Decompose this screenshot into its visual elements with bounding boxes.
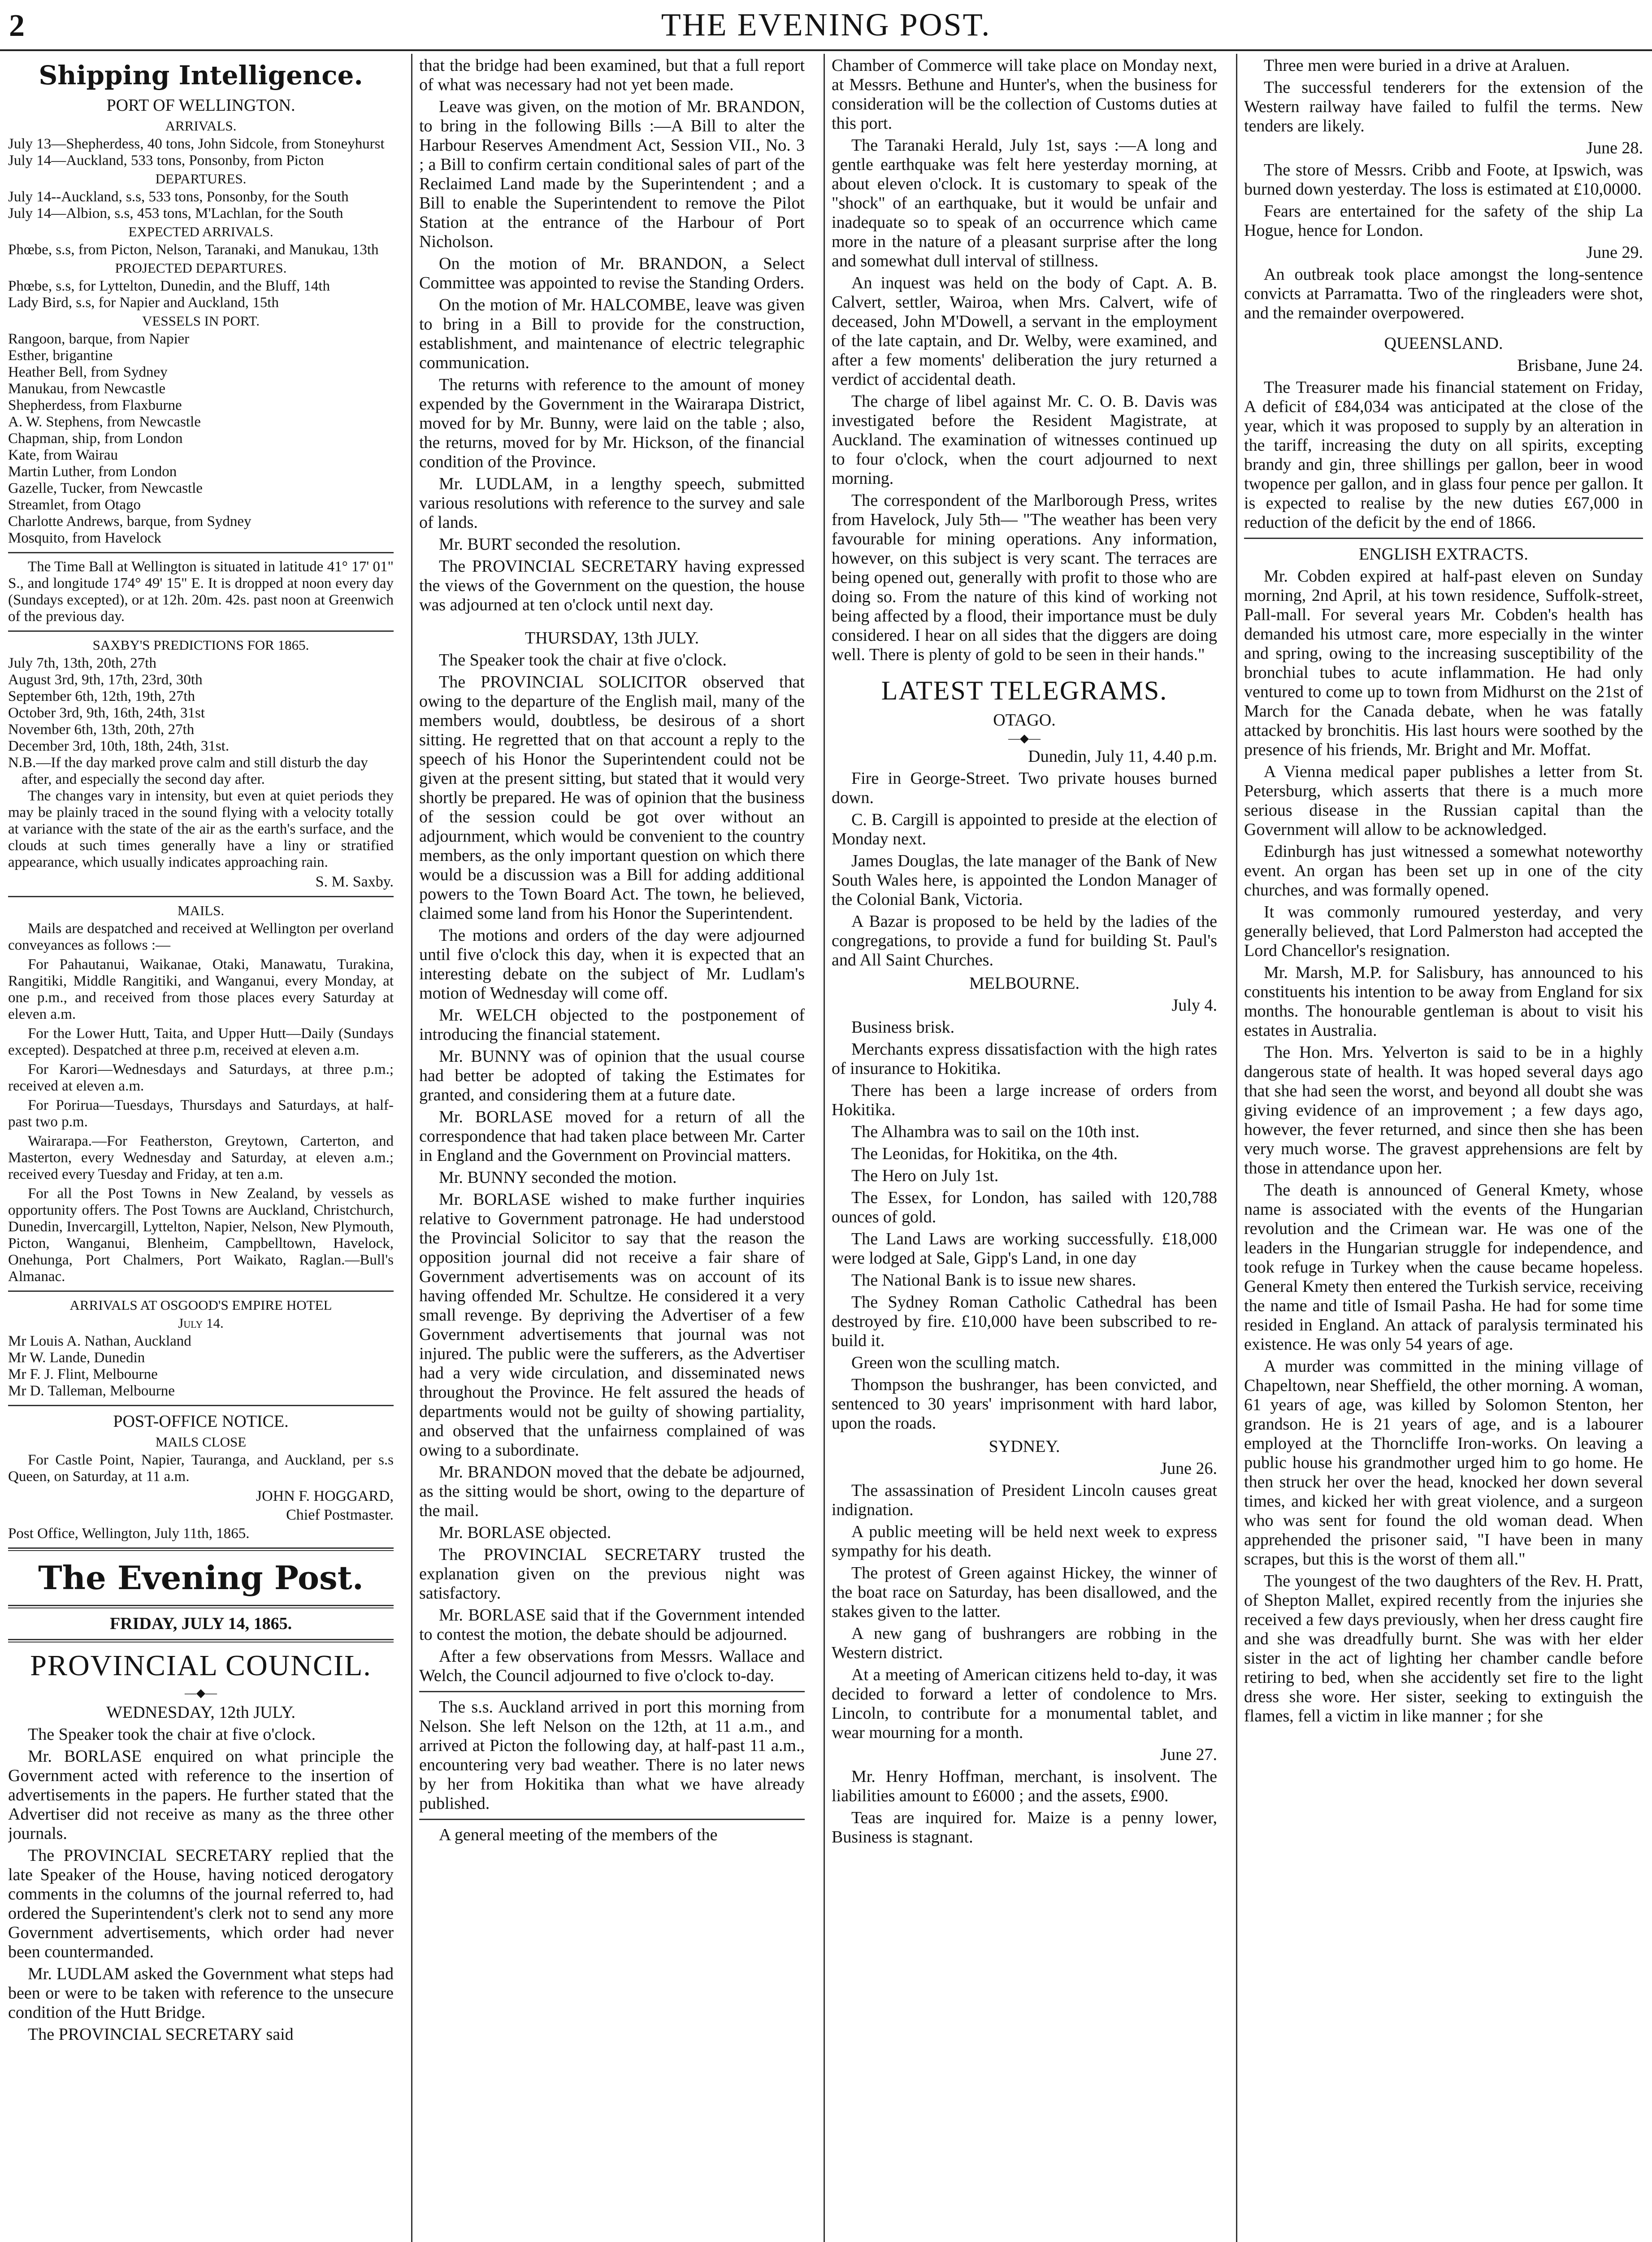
article-paragraph: A murder was committed in the mining village of Chapeltown, near Sheffield, the other morning. A woman, 61 years of age, was killed by Solomon Stenton, her grandson. He is 21 years of age, and is a labourer employed at the Thorncliffe Iron-works. On leaving a public house his grandmother urged him to go home. He then struck her over the head, knocked her down several times, and kicked her with great violence, and a surgeon who was sent for found the old woman dead. When apprehended the prisoner said, "I have been in many scrapes, but this is the worst of them all." [1244, 1357, 1643, 1569]
article-paragraph: The death is announced of General Kmety, whose name is associated with the events of the Hungarian revolution and the Crimean war. He was one of the leaders in the Hungarian struggle for independence, and took refuge in Turkey when the cause became hopeless. General Kmety then entered the Turkish service, receiving the name and title of Ismail Pasha. He had for some time resided in England. An attack of paralysis terminated his existence. He was only 54 years of age. [1244, 1181, 1643, 1354]
article-paragraph: A Bazar is proposed to be held by the ladies of the congregations, to provide a fund for building St. Paul's and All Saint Churches. [832, 912, 1217, 969]
saxby-heading: SAXBY'S PREDICTIONS FOR 1865. [92, 637, 309, 653]
issue-date: FRIDAY, JULY 14, 1865. [109, 1614, 292, 1633]
shipping-heading: Shipping Intelligence. [39, 60, 363, 91]
article-paragraph: The Treasurer made his financial statement on Friday, A deficit of £84,034 was anticipated at the close of the year, which it was proposed to supply by an alteration in the tariff, increasing the duty on all spirits, excepting brandy and gin, three shillings per gallon, beer in wood twopence per gallon, and in glass four pence per gallon. It is expected to realise by the new duties £67,000 in reduction of the deficit by the end of 1866. [1244, 378, 1643, 532]
article-paragraph: Mr. BRANDON moved that the debate be adjourned, as the sitting would be short, owing to the departure of the mail. [419, 1463, 805, 1520]
article-paragraph: The s.s. Auckland arrived in port this morning from Nelson. She left Nelson on the 12th, at 11 a.m., and arrived at Picton the following day, at half-past 11 a.m., encountering very bad weather. There is no later news by her from Hokitika than what we have already published. [419, 1698, 805, 1813]
queensland-heading: QUEENSLAND. [1384, 334, 1503, 353]
article-paragraph: A public meeting will be held next week to express sympathy for his death. [832, 1522, 1217, 1560]
vessels-list [8, 331, 394, 547]
article-paragraph: The PROVINCIAL SECRETARY replied that the late Speaker of the House, having noticed derogatory comments in the columns of the journal referred to, had ordered the Superintendent's clerk not to send any more Government advertisements, which order had never been countermanded. [8, 1846, 394, 1961]
sydney-heading: SYDNEY. [989, 1437, 1060, 1456]
article-paragraph: The Leonidas, for Hokitika, on the 4th. [851, 1144, 1118, 1163]
council-day: WEDNESDAY, 12th JULY. [106, 1703, 295, 1722]
list-item: December 3rd, 10th, 18th, 24th, 31st. [8, 738, 230, 754]
mails-heading: MAILS. [177, 903, 225, 918]
list-item: July 14—Auckland, 533 tons, Ponsonby, from Picton [8, 152, 324, 169]
list-item: Mosquito, from Havelock [8, 530, 161, 546]
thursday-heading: THURSDAY, 13th JULY. [525, 629, 699, 647]
article-paragraph: The Alhambra was to sail on the 10th inst. [851, 1122, 1140, 1141]
list-item: Kate, from Wairau [8, 447, 118, 463]
divider [419, 1691, 805, 1692]
osgood-heading: ARRIVALS AT OSGOOD'S EMPIRE HOTEL [69, 1297, 332, 1313]
column-1 [8, 56, 394, 2242]
article-paragraph: C. B. Cargill is appointed to preside at the election of Monday next. [832, 810, 1217, 848]
article-paragraph: A new gang of bushrangers are robbing in the Western district. [832, 1624, 1217, 1662]
article-paragraph: The PROVINCIAL SOLICITOR observed that owing to the departure of the English mail, many of the members would, doubtless, be desirous of a short sitting. He regretted that on that account a reply to the speech of his Honor the Superintendent could not be given at the present sitting, but stated that it would very shortly be prepared. He was of opinion that the business of the session could be got over without an adjournment, which would be convenient to the country members, as the only important question on which there would be a discussion was a Bill for adding additional powers to the Town Board Act. The town, he believed, claimed some land from his Honor the Superintendent. [419, 673, 805, 923]
article-paragraph: The PROVINCIAL SECRETARY trusted the explanation given on the previous night was satisfactory. [419, 1545, 805, 1603]
article-paragraph: The Land Laws are working successfully. £18,000 were lodged at Sale, Gipp's Land, in one day [832, 1230, 1217, 1268]
list-item: N.B.—If the day marked prove calm and still disturb the day after, and especially the second day after. [8, 755, 368, 787]
list-item: July 14--Auckland, s.s, 533 tons, Ponsonby, for the South [8, 189, 349, 205]
article-paragraph: Fears are entertained for the safety of the ship La Hogue, hence for London. [1244, 202, 1643, 240]
article-paragraph: The Speaker took the chair at five o'clock. [28, 1725, 316, 1744]
article-paragraph: James Douglas, the late manager of the Bank of New South Wales here, is appointed the London Manager of the Colonial Bank, Victoria. [832, 852, 1217, 909]
divider [8, 552, 394, 553]
list-item: Rangoon, barque, from Napier [8, 331, 190, 347]
article-paragraph: The National Bank is to issue new shares. [851, 1271, 1136, 1290]
post-office-subheading: MAILS CLOSE [155, 1434, 247, 1450]
divider [8, 630, 394, 632]
list-item: Gazelle, Tucker, from Newcastle [8, 480, 203, 496]
article-paragraph: Merchants express dissatisfaction with the high rates of insurance to Hokitika. [832, 1040, 1217, 1078]
vessels-heading: VESSELS IN PORT. [142, 313, 260, 329]
article-paragraph: The store of Messrs. Cribb and Foote, at Ipswich, was burned down yesterday. The loss is estimated at £10,0000. [1244, 161, 1643, 199]
article-paragraph: The protest of Green against Hickey, the winner of the boat race on Saturday, has been disallowed, and the stakes given to the latter. [832, 1564, 1217, 1621]
list-item: November 6th, 13th, 20th, 27th [8, 721, 195, 738]
article-paragraph: The PROVINCIAL SECRETARY said [28, 2025, 294, 2044]
post-office-place: Post Office, Wellington, July 11th, 1865. [8, 1525, 250, 1542]
saxby-signature: S. M. Saxby. [315, 873, 394, 890]
article-paragraph: On the motion of Mr. HALCOMBE, leave was given to bring in a Bill to provide for the construction, establishment, and maintenance of electric telegraphic communication. [419, 295, 805, 372]
list-item: September 6th, 12th, 19th, 27th [8, 688, 195, 704]
post-office-text: For Castle Point, Napier, Tauranga, and Auckland, per s.s Queen, on Saturday, at 11 a.m. [8, 1452, 394, 1485]
saxby-list [8, 655, 394, 788]
article-paragraph: There has been a large increase of orders from Hokitika. [832, 1081, 1217, 1119]
article-paragraph: The correspondent of the Marlborough Press, writes from Havelock, July 5th— "The weather has been very favourable for mining operations. Any information, however, on this subject is very scant. The terraces are being opened out, generally with profit to those who are doing so. From the nature of this kind of working not being affected by a flood, their importance must be duly considered. I hear on all sides that the diggers are doing well. There is plenty of gold to be seen in their hands." [832, 491, 1217, 664]
postmaster-name: JOHN F. HOGGARD, [256, 1488, 394, 1504]
newspaper-title: THE EVENING POST. [661, 7, 991, 43]
list-item: October 3rd, 9th, 16th, 24th, 31st [8, 705, 205, 721]
page-number: 2 [9, 9, 25, 43]
port-heading: PORT OF WELLINGTON. [106, 96, 295, 115]
ornament: —◆— [1008, 732, 1041, 745]
mails-paragraph: For Porirua—Tuesdays, Thursdays and Saturdays, at half-past two p.m. [8, 1097, 394, 1130]
projected-heading: PROJECTED DEPARTURES. [115, 260, 287, 276]
article-paragraph: The Hon. Mrs. Yelverton is said to be in a highly dangerous state of health. It was hoped several days ago that she had seen the worst, and beyond all doubt she was giving evidence of an improvement ; a few days ago, however, the fever returned, and since then she has been very much worse. The gravest apprehensions are felt by those in attendance upon her. [1244, 1043, 1643, 1177]
column-2 [419, 56, 805, 2242]
dateline: June 28. [1586, 139, 1643, 157]
article-paragraph: Business brisk. [851, 1018, 955, 1037]
article-paragraph: Mr. WELCH objected to the postponement of introducing the financial statement. [419, 1006, 805, 1044]
column-rule [1236, 54, 1237, 2242]
article-paragraph: Thompson the bushranger, has been convicted, and sentenced to 30 years' imprisonment with hard labor, upon the roads. [832, 1375, 1217, 1433]
article-paragraph: The returns with reference to the amount of money expended by the Government in the Wairarapa District, moved for by Mr. Bunny, were laid on the table ; also, the returns, moved for by Mr. Hickson, of the financial condition of the Province. [419, 375, 805, 471]
arrivals-heading: ARRIVALS. [165, 118, 237, 134]
divider [8, 1639, 394, 1642]
article-paragraph: Mr. Marsh, M.P. for Salisbury, has announced to his constituents his intention to be away from England for six months. The honourable gentleman is about to visit his estates in Australia. [1244, 963, 1643, 1040]
column-3 [832, 56, 1217, 2242]
expected-heading: EXPECTED ARRIVALS. [128, 224, 273, 239]
article-paragraph: It was commonly rumoured yesterday, and very generally believed, that Lord Palmerston had accepted the Lord Chancellor's resignation. [1244, 903, 1643, 960]
article-paragraph: On the motion of Mr. BRANDON, a Select Committee was appointed to revise the Standing Orders. [419, 254, 805, 292]
english-extracts-heading: ENGLISH EXTRACTS. [1359, 545, 1528, 564]
article-paragraph: A general meeting of the members of the [439, 1825, 718, 1844]
article-paragraph: The successful tenderers for the extension of the Western railway have failed to fulfil the terms. New tenders are likely. [1244, 78, 1643, 135]
dateline: Brisbane, June 24. [1517, 356, 1643, 375]
article-paragraph: Green won the sculling match. [851, 1353, 1060, 1372]
list-item: Heather Bell, from Sydney [8, 364, 168, 380]
list-item: Lady Bird, s.s, for Napier and Auckland, 15th [8, 295, 279, 311]
list-item: July 7th, 13th, 20th, 27th [8, 655, 156, 671]
article-paragraph: At a meeting of American citizens held to-day, it was decided to forward a letter of condolence to Mrs. Lincoln, to contribute for a monumental tablet, and wear mourning for a month. [832, 1665, 1217, 1742]
article-paragraph: An inquest was held on the body of Capt. A. B. Calvert, settler, Wairoa, when Mrs. Calvert, wife of deceased, John M'Dowell, a servant in the employment of the late captain, and Dr. Welby, were examined, and after a few moments' deliberation the jury returned a verdict of accidental death. [832, 274, 1217, 389]
divider [8, 1605, 394, 1608]
osgood-list [8, 1333, 394, 1399]
article-paragraph: Mr. BORLASE wished to make further inquiries relative to Government patronage. He had understood the Provincial Solicitor to say that the reason the opposition journal did not receive a fair share of Government advertisements was on account of its having offended Mr. Schultze. He considered it a very small revenge. By depriving the Advertiser of a few Government advertisements that journal was not injured. The public were the sufferers, as the Advertiser had a very wide circulation, and disseminated news throughout the Province. He felt assured the heads of departments would not be guilty of showing partiality, and observed that the unfairness complained of was owing to a subordinate. [419, 1190, 805, 1460]
ornament: —◆— [185, 1686, 217, 1699]
article-paragraph: Mr. LUDLAM, in a lengthy speech, submitted various resolutions with reference to the survey and sale of lands. [419, 474, 805, 532]
article-paragraph: Chamber of Commerce will take place on Monday next, at Messrs. Bethune and Hunter's, when the business for consideration will be the collection of Customs duties at this port. [832, 56, 1217, 133]
dateline: June 27. [1160, 1745, 1217, 1764]
otago-heading: OTAGO. [993, 711, 1056, 730]
column-rule [411, 54, 412, 2242]
divider [419, 1819, 805, 1820]
article-paragraph: Mr. Cobden expired at half-past eleven on Sunday morning, 2nd April, at his town residence, Suffolk-street, Pall-mall. For several years Mr. Cobden's health has demanded his utmost care, more especially in the winter and spring, owing to the increasing susceptibility of the bronchial tubes to acute inflammation. He had only ventured to come up to town from Midhurst on the 21st of March for the Canada debate, when he was fatally attacked by bronchitis. His last hours were soothed by the presence of his friends, Mr. Bright and Mr. Moffat. [1244, 567, 1643, 759]
dateline: July 4. [1171, 996, 1217, 1015]
mails-paragraph: Wairarapa.—For Featherston, Greytown, Carterton, and Masterton, every Wednesday and Saturday, at eleven a.m.; received every Tuesday and Friday, at ten a.m. [8, 1133, 394, 1182]
post-office-heading: POST-OFFICE NOTICE. [113, 1412, 289, 1431]
divider [8, 1547, 394, 1551]
departures-list [8, 189, 394, 222]
osgood-date: July 14. [178, 1315, 224, 1331]
mails-paragraph: For all the Post Towns in New Zealand, by vessels as opportunity offers. The Post Towns are Auckland, Christchurch, Dunedin, Invercargill, Lyttelton, Napier, Nelson, New Plymouth, Picton, Wanganui, Blenheim, Campbelltown, Havelock, Onehunga, Port Chalmers, Port Waikato, Raglan.—Bull's Almanac. [8, 1186, 394, 1285]
article-paragraph: Mr. BUNNY was of opinion that the usual course had better be adopted of taking the Estimates for granted, and considering them at a future date. [419, 1047, 805, 1104]
council-heading: PROVINCIAL COUNCIL. [30, 1649, 372, 1682]
divider [8, 1290, 394, 1292]
article-paragraph: Mr. BURT seconded the resolution. [439, 535, 681, 554]
melbourne-heading: MELBOURNE. [969, 974, 1080, 993]
list-item: A. W. Stephens, from Newcastle [8, 414, 201, 430]
list-item: Charlotte Andrews, barque, from Sydney [8, 513, 251, 530]
telegrams-heading: LATEST TELEGRAMS. [881, 676, 1168, 705]
article-paragraph: The Sydney Roman Catholic Cathedral has been destroyed by fire. £10,000 have been subscribed to re-build it. [832, 1293, 1217, 1350]
divider [8, 1405, 394, 1406]
article-paragraph: The PROVINCIAL SECRETARY having expressed the views of the Government on the question, the house was adjourned at ten o'clock until next day. [419, 557, 805, 614]
list-item: Mr Louis A. Nathan, Auckland [8, 1333, 191, 1349]
article-paragraph: Leave was given, on the motion of Mr. BRANDON, to bring in the following Bills :—A Bill to alter the Harbour Reserves Amendment Act, Session VII., No. 3 ; a Bill to confirm certain conditional sales of part of the Reclaimed Land made by the Superintendent ; and a Bill to enable the Superintendent to remove the Pilot Station at the entrance of the Harbour of Port Nicholson. [419, 97, 805, 251]
dateline: June 26. [1160, 1459, 1217, 1478]
article-paragraph: The motions and orders of the day were adjourned until five o'clock this day, when it is expected that an interesting debate on the subject of Mr. Ludlam's motion of Wednesday will come off. [419, 926, 805, 1003]
masthead [0, 0, 1652, 51]
article-paragraph: After a few observations from Messrs. Wallace and Welch, the Council adjourned to five o'clock to-day. [419, 1647, 805, 1685]
article-paragraph: that the bridge had been examined, but that a full report of what was necessary had not yet been made. [419, 56, 805, 94]
article-paragraph: A Vienna medical paper publishes a letter from St. Petersburg, which asserts that there is a much more serious disease in the Russian capital than the Government will allow to be acknowledged. [1244, 762, 1643, 839]
article-paragraph: Mr. Henry Hoffman, merchant, is insolvent. The liabilities amount to £6000 ; and the assets, £900. [832, 1767, 1217, 1805]
list-item: Esther, brigantine [8, 348, 113, 364]
mails-paragraph: For Pahautanui, Waikanae, Otaki, Manawatu, Turakina, Rangitiki, Middle Rangitiki, and Wanganui, every Monday, at one p.m., and received from those places every Saturday at eleven a.m. [8, 956, 394, 1022]
article-paragraph: Mr. BUNNY seconded the motion. [439, 1168, 677, 1187]
list-item: Mr D. Talleman, Melbourne [8, 1383, 175, 1399]
list-item: Chapman, ship, from London [8, 430, 183, 447]
column-rule [824, 54, 825, 2242]
list-item: Mr W. Lande, Dunedin [8, 1350, 145, 1366]
list-item: August 3rd, 9th, 17th, 23rd, 30th [8, 672, 203, 688]
article-paragraph: Mr. BORLASE said that if the Government intended to contest the motion, the debate should be adjourned. [419, 1606, 805, 1644]
list-item: Streamlet, from Otago [8, 497, 141, 513]
projected-list [8, 278, 394, 311]
timeball-notice: The Time Ball at Wellington is situated in latitude 41° 17' 01" S., and longitude 174° 49' 15" E. It is dropped at noon every day (Sundays excepted), or at 12h. 20m. 42s. past noon at Greenwich of the previous day. [8, 559, 394, 625]
dateline: June 29. [1586, 243, 1643, 262]
arrivals-list [8, 136, 394, 169]
article-paragraph: The Essex, for London, has sailed with 120,788 ounces of gold. [832, 1188, 1217, 1226]
mails-paragraph: Mails are despatched and received at Wellington per overland conveyances as follows :— [8, 921, 394, 953]
mails-paragraph: For the Lower Hutt, Taita, and Upper Hutt—Daily (Sundays excepted). Despatched at three p.m, received at eleven a.m. [8, 1025, 394, 1058]
divider [1244, 538, 1643, 539]
list-item: Shepherdess, from Flaxburne [8, 397, 182, 413]
article-paragraph: Three men were buried in a drive at Araluen. [1264, 56, 1570, 75]
column-4 [1244, 56, 1643, 2242]
article-paragraph: Teas are inquired for. Maize is a penny lower, Business is stagnant. [832, 1808, 1217, 1847]
article-paragraph: Edinburgh has just witnessed a somewhat noteworthy event. An organ has been set up in one of the city churches, and was formally opened. [1244, 842, 1643, 899]
article-paragraph: Mr. BORLASE objected. [439, 1523, 611, 1542]
list-item: July 14—Albion, s.s, 453 tons, M'Lachlan, for the South [8, 205, 343, 222]
article-paragraph: The Taranaki Herald, July 1st, says :—A long and gentle earthquake was felt here yesterday morning, at about eleven o'clock. It is customary to speak of the "shock" of an earthquake, but it would be unfair and inadequate so to speak of an occurrence which came more in the nature of a pleasant surprise after the long and somewhat dull interval of stillness. [832, 136, 1217, 270]
article-paragraph: The Speaker took the chair at five o'clock. [439, 651, 727, 669]
mails-paragraph: For Karori—Wednesdays and Saturdays, at three p.m.; received at eleven a.m. [8, 1061, 394, 1094]
saxby-note: The changes vary in intensity, but even at quiet periods they may be plainly traced in the sound flying with a velocity totally at variance with the state of the air as the earth's surface, and the clouds at such times generally have a liny or stratified appearance, which usually indicates approaching rain. [8, 788, 394, 870]
postmaster-title: Chief Postmaster. [286, 1507, 394, 1523]
article-paragraph: Fire in George-Street. Two private houses burned down. [832, 769, 1217, 807]
list-item: Mr F. J. Flint, Melbourne [8, 1366, 158, 1382]
list-item: Manukau, from Newcastle [8, 381, 165, 397]
list-item: Martin Luther, from London [8, 464, 177, 480]
divider [8, 896, 394, 897]
article-paragraph: The Hero on July 1st. [851, 1166, 999, 1185]
article-paragraph: Mr. BORLASE moved for a return of all the correspondence that had taken place between Mr. Carter in England and the Government on Provincial matters. [419, 1108, 805, 1165]
article-paragraph: An outbreak took place amongst the long-sentence convicts at Parramatta. Two of the ringleaders were shot, and the remainder overpowered. [1244, 265, 1643, 322]
list-item: Phœbe, s.s, from Picton, Nelson, Taranaki, and Manukau, 13th [8, 242, 379, 258]
article-paragraph: The youngest of the two daughters of the Rev. H. Pratt, of Shepton Mallet, expired recently from the injuries she received a few days previously, when her dress caught fire and she was dreadfully burnt. She was with her elder sister in the act of lighting her chamber candle before retiring to bed, when she accidently set fire to the light dress she wore. Her sister, seeking to extinguish the flames, fell a victim in like manner ; for she [1244, 1572, 1643, 1725]
paper-name: The Evening Post. [38, 1559, 364, 1597]
article-paragraph: Mr. BORLASE enquired on what principle the Government acted with reference to the insertion of advertisements in the papers. He further stated that the Advertiser did not receive as many as the three other journals. [8, 1747, 394, 1843]
list-item: July 13—Shepherdess, 40 tons, John Sidcole, from Stoneyhurst [8, 136, 385, 152]
list-item: Phœbe, s.s, for Lyttelton, Dunedin, and the Bluff, 14th [8, 278, 330, 294]
article-paragraph: The charge of libel against Mr. C. O. B. Davis was investigated before the Resident Magistrate, at Auckland. The examination of witnesses continued up to four o'clock, when the court adjourned to next morning. [832, 392, 1217, 488]
article-paragraph: Mr. LUDLAM asked the Government what steps had been or were to be taken with reference to the unsecure condition of the Hutt Bridge. [8, 1964, 394, 2022]
dateline: Dunedin, July 11, 4.40 p.m. [1028, 747, 1217, 766]
expected-list [8, 242, 394, 258]
article-paragraph: The assassination of President Lincoln causes great indignation. [832, 1481, 1217, 1519]
departures-heading: DEPARTURES. [155, 171, 247, 187]
